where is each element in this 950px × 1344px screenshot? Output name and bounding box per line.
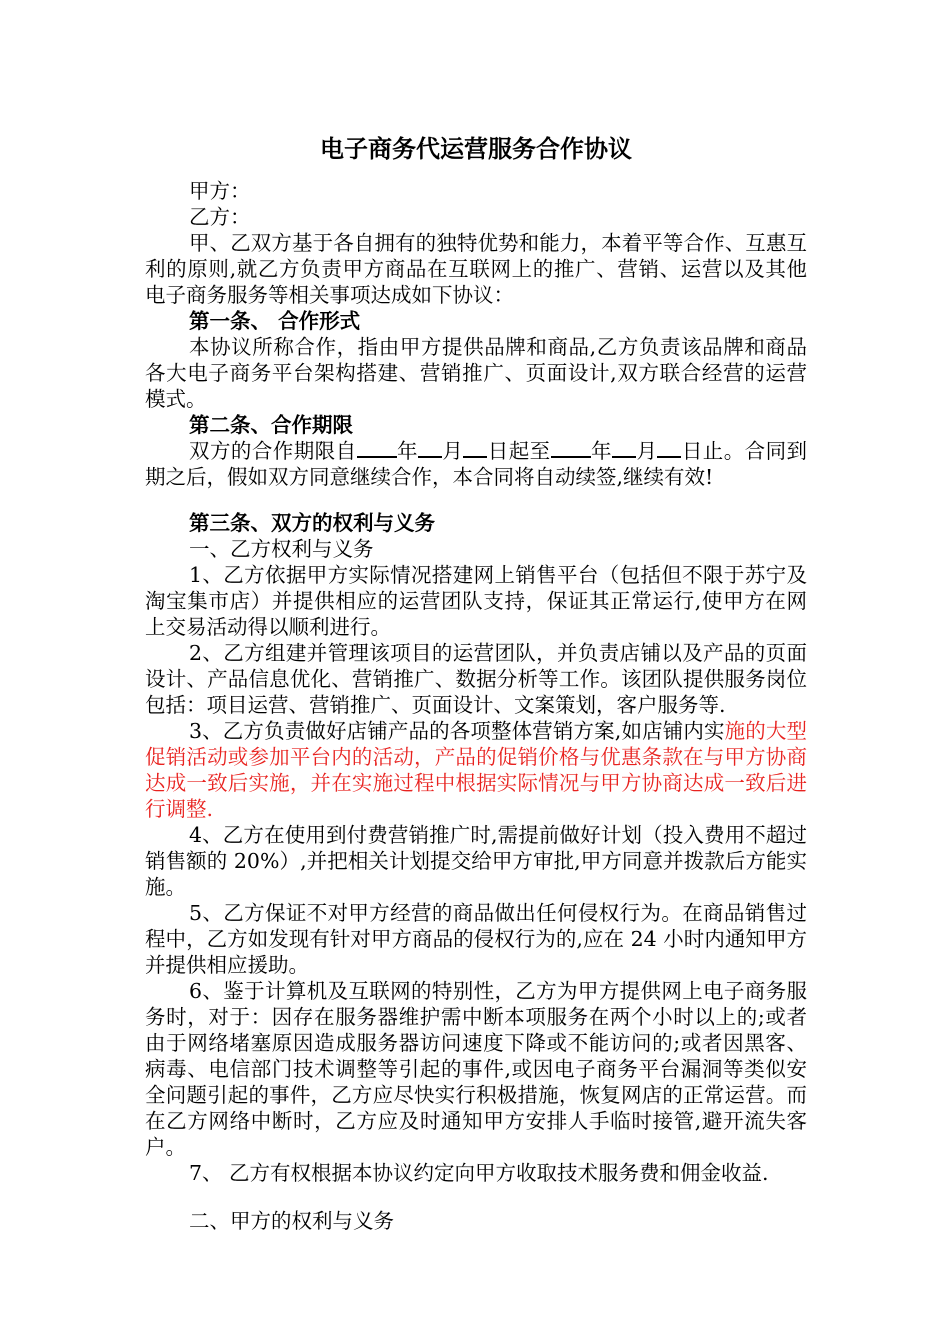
preamble-paragraph: 甲、乙双方基于各自拥有的独特优势和能力，本着平等合作、互惠互利的原则,就乙方负责甲方商品在互联网上的推广、营销、运营以及其他电子商务服务等相关事项达成如下协议： — [145, 231, 807, 307]
section-1-title: 一、乙方权利与义务 — [189, 537, 374, 561]
party-b-label: 乙方： — [189, 205, 251, 229]
clause-3-text: 3、乙方负责做好店铺产品的各项整体营销方案,如店铺内实 — [189, 719, 725, 743]
clause-3 — [145, 718, 807, 822]
party-a-label: 甲方： — [189, 179, 251, 203]
article-1-body: 本协议所称合作，指由甲方提供品牌和商品,乙方负责该品牌和商品各大电子商务平台架构搭建、营销推广、页面设计,双方联合经营的运营模式。 — [145, 335, 807, 411]
term-text: 年 — [396, 439, 418, 463]
article-2-heading: 第二条、合作期限 — [189, 413, 353, 437]
start-day-blank — [463, 438, 487, 458]
term-text: 月 — [636, 439, 658, 463]
start-year-blank — [357, 438, 397, 458]
clause-4: 4、乙方在使用到付费营销推广时,需提前做好计划（投入费用不超过销售额的 20%）,并把相关计划提交给甲方审批,甲方同意并拨款后方能实施。 — [145, 823, 807, 899]
end-month-blank — [612, 438, 636, 458]
document-page — [145, 132, 807, 1234]
clause-5: 5、乙方保证不对甲方经营的商品做出任何侵权行为。在商品销售过程中，乙方如发现有针对甲方商品的侵权行为的,应在 24 小时内通知甲方并提供相应援助。 — [145, 901, 807, 977]
section-2-title: 二、甲方的权利与义务 — [189, 1209, 394, 1233]
article-3-heading: 第三条、双方的权利与义务 — [189, 511, 435, 535]
article-2-body — [145, 438, 807, 490]
term-text: 月 — [441, 439, 464, 463]
term-text: 日起至 — [487, 439, 551, 463]
term-text: 日止。合同到期之后，假如双方同意继续合作，本合同将自动续签,继续有效! — [145, 439, 808, 489]
clause-7: 7、 乙方有权根据本协议约定向甲方收取技术服务费和佣金收益. — [189, 1161, 769, 1185]
end-day-blank — [657, 438, 681, 458]
clause-1: 1、乙方依据甲方实际情况搭建网上销售平台（包括但不限于苏宁及淘宝集市店）并提供相应的运营团队支持，保证其正常运行,使甲方在网上交易活动得以顺利进行。 — [145, 563, 807, 639]
document-title: 电子商务代运营服务合作协议 — [320, 135, 632, 163]
term-text: 年 — [590, 439, 612, 463]
start-month-blank — [418, 438, 442, 458]
clause-3-highlighted-text: 施的大型促销活动或参加平台内的活动，产品的促销价格与优惠条款在与甲方协商达成一致后实施，并在实施过程中根据实际情况与甲方协商达成一致后进行调整. — [145, 719, 808, 821]
clause-6: 6、鉴于计算机及互联网的特别性，乙方为甲方提供网上电子商务服务时，对于：因存在服务器维护需中断本项服务在两个小时以上的;或者由于网络堵塞原因造成服务器访问速度下降或不能访问的;或者因黑客、病毒、电信部门技术调整等引起的事件,或因电子商务平台漏洞等类似安全问题引起的事件，乙方应尽快实行积极措施，恢复网店的正常运营。而在乙方网络中断时，乙方应及时通知甲方安排人手临时接管,避开流失客户。 — [145, 979, 807, 1159]
article-1-heading: 第一条、 合作形式 — [189, 309, 361, 333]
term-text: 双方的合作期限自 — [189, 439, 357, 463]
end-year-blank — [551, 438, 591, 458]
clause-2: 2、乙方组建并管理该项目的运营团队，并负责店铺以及产品的页面设计、产品信息优化、营销推广、数据分析等工作。该团队提供服务岗位包括：项目运营、营销推广、页面设计、文案策划，客户服务等. — [145, 641, 807, 717]
